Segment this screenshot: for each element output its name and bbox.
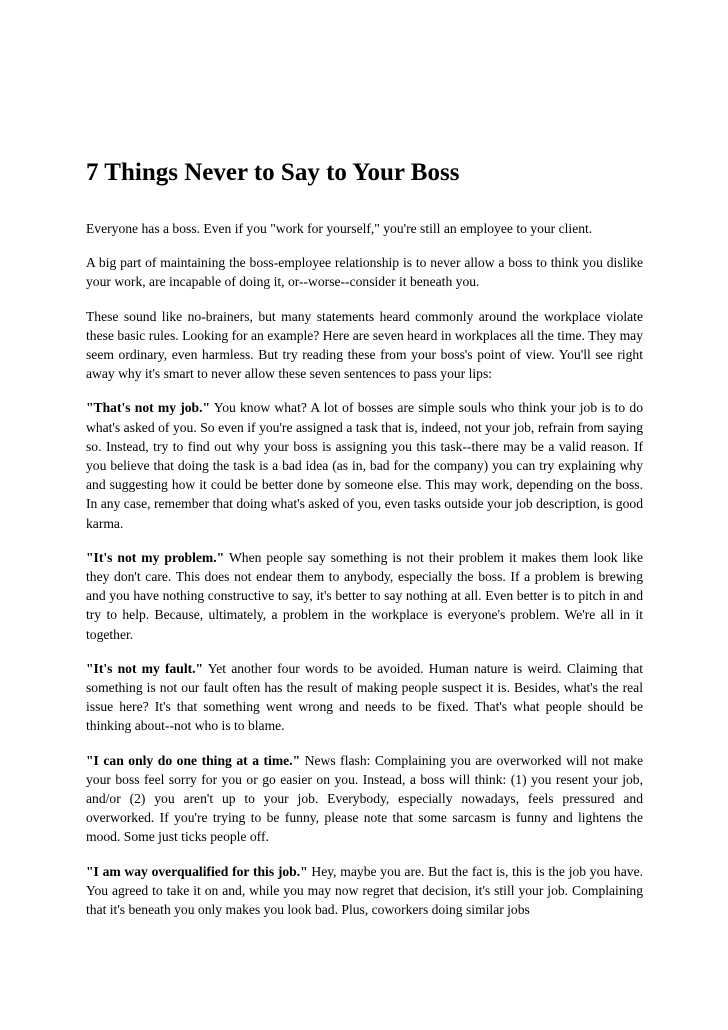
- item-text-4: News flash: Complaining you are overworked will not make your boss feel sorry for you or go easier on you. Instead, a boss will think: (1) you resent your job, and/or (2) you aren't up to your job. Everybody, especially nowadays, feels pressured and overworked. If you're trying to be funny, please note that some sarcasm is funny and lightens the mood. Some just ticks people off.: [86, 752, 643, 845]
- item-paragraph-1: [86, 398, 643, 532]
- item-text-2: When people say something is not their problem it makes them look like they don't care. This does not endear them to anybody, especially the boss. If a problem is brewing and you have nothing constructive to say, it's better to say nothing at all. Even better is to pitch in and try to help. Because, ultimately, a problem in the workplace is everyone's problem. We're all in it together.: [86, 549, 643, 642]
- document-title: 7 Things Never to Say to Your Boss: [86, 159, 460, 186]
- item-phrase-5: "I am way overqualified for this job.": [86, 863, 308, 879]
- item-phrase-1: "That's not my job.": [86, 400, 211, 416]
- item-paragraph-4: [86, 751, 643, 847]
- item-phrase-3: "It's not my fault.": [86, 660, 204, 676]
- item-paragraph-2: [86, 548, 643, 644]
- item-paragraph-3: [86, 659, 643, 736]
- item-phrase-4: "I can only do one thing at a time.": [86, 752, 301, 768]
- intro-paragraph-3: These sound like no-brainers, but many statements heard commonly around the workplace violate these basic rules. Looking for an example? Here are seven heard in workplaces all the time. They may seem ordinary, even harmless. But try reading these from your boss's point of view. You'll see right away why it's smart to never allow these seven sentences to pass your lips:: [86, 308, 643, 382]
- intro-paragraph-2: A big part of maintaining the boss-employee relationship is to never allow a boss to think you dislike your work, are incapable of doing it, or--worse--consider it beneath you.: [86, 255, 643, 290]
- item-text-3: Yet another four words to be avoided. Human nature is weird. Claiming that something is not our fault often has the result of making people suspect it is. Besides, what's the real issue here? It's that something went wrong and needs to be fixed. That's what people should be thinking about--not who is to blame.: [86, 660, 644, 734]
- item-text-5: Hey, maybe you are. But the fact is, this is the job you have. You agreed to take it on and, while you may now regret that decision, it's still your job. Complaining that it's beneath you only makes you look bad. Plus, coworkers doing similar jobs: [86, 863, 643, 918]
- document-page: [86, 158, 643, 934]
- item-phrase-2: "It's not my problem.": [86, 549, 225, 565]
- intro-paragraph-1: Everyone has a boss. Even if you "work for yourself," you're still an employee to your client.: [86, 221, 593, 236]
- item-paragraph-5: [86, 862, 643, 920]
- item-text-1: You know what? A lot of bosses are simple souls who think your job is to do what's asked of you. So even if you're assigned a task that is, indeed, not your job, refrain from saying so. Instead, try to find out why your boss is assigning you this task--there may be a valid reason. If you believe that doing the task is a bad idea (as in, bad for the company) you can try explaining why and suggesting how it could be better done by someone else. This may work, depending on the boss. In any case, remember that doing what's asked of you, even tasks outside your job description, is good karma.: [86, 400, 643, 531]
